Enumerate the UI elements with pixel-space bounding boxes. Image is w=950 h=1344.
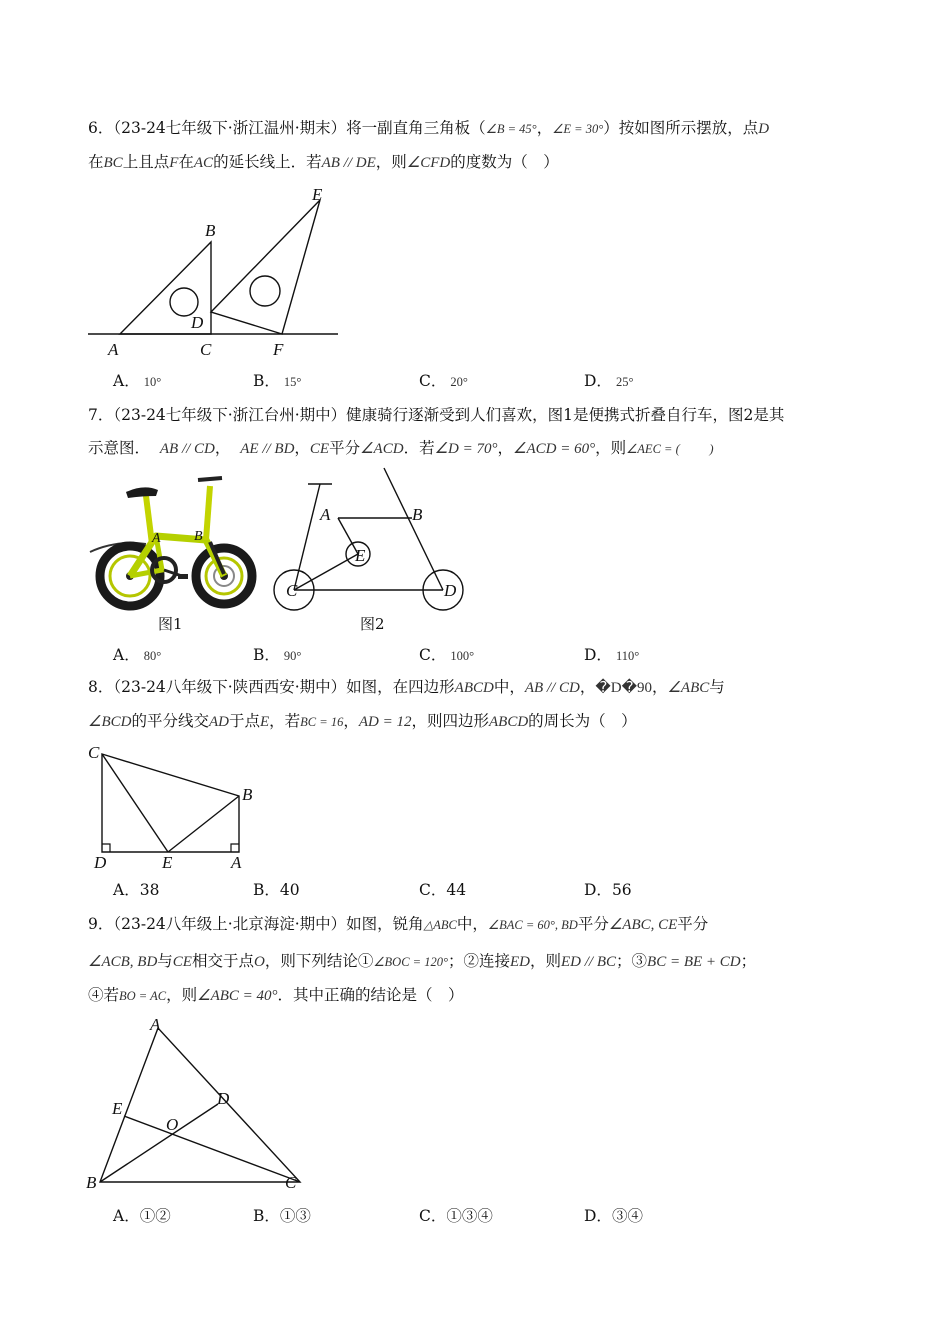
q7-schematic [272,466,472,616]
q9-label-b: B [86,1173,97,1192]
q9-label-c: C [285,1173,297,1192]
q9-label-a: A [150,1015,161,1034]
q7-label-b: B [412,505,423,524]
q9-label-d: D [217,1089,230,1108]
q6-figure [80,180,350,365]
q6-label-d: D [191,313,204,332]
bike-label-b: B [194,529,203,544]
q8-label-e: E [162,853,173,872]
q7-option-d: D． 110° [584,646,640,664]
q9-label-o: O [166,1115,179,1134]
q6-option-c: C． 20° [419,372,468,390]
q7-option-b: B． 90° [253,646,302,664]
q9-line-1: 9．（23-24八年级上·北京海淀·期中）如图，锐角△ABC中，∠BAC = 60°, BD平分∠ABC, CE平分 [88,915,709,933]
bike-handlebar [198,478,222,480]
q9-figure [84,1016,314,1196]
q8-right-angle-a [231,844,239,852]
q9-option-d: D．③④ [584,1207,643,1225]
q8-line-ce [102,754,168,852]
q6-triangle-def [211,200,320,334]
q8-label-b: B [242,785,253,804]
q9-line-2: ∠ACB, BD与CE相交于点O，则下列结论①∠BOC = 120°；②连接ED，则ED // BC；③BC = BE + CD； [88,952,757,970]
q6-hole-2 [250,276,280,306]
bike-seat [126,487,158,498]
q8-option-a: A．38 [113,881,160,899]
q8-line-be [168,796,239,852]
q9-triangle-abc [100,1028,300,1182]
q8-option-b: B．40 [253,881,300,899]
q7-line-2: 示意图． AB // CD， AE // BD，CE平分∠ACD．若∠D = 70°，∠ACD = 60°，则∠AEC = ( ) [88,439,714,457]
q6-option-a: A． 10° [113,372,162,390]
q7-label-a: A [320,505,331,524]
q8-quadrilateral [102,754,239,852]
q8-line-1: 8．（23-24八年级下·陕西西安·期中）如图，在四边形ABCD中，AB // CD，�D�90，∠ABC与 [88,678,725,696]
q8-line-2: ∠BCD的平分线交AD于点E，若BC = 16，AD = 12，则四边形ABCD的周长为（ ） [88,712,637,730]
q6-line-1: 6．（23-24七年级下·浙江温州·期末）将一副直角三角板（∠B = 45°，∠E = 30°）按如图所示摆放，点D [88,119,770,137]
q6-line-2: 在BC上且点F在AC的延长线上．若AB // DE，则∠CFD的度数为（ ） [88,153,559,171]
q7-label-e: E [355,546,366,565]
q9-option-a: A．①② [113,1207,171,1225]
q6-option-b: B． 15° [253,372,302,390]
q7-bicycle-photo [86,466,258,612]
q6-label-e: E [312,185,323,204]
q8-figure [84,740,264,875]
q9-option-c: C．①③④ [419,1207,493,1225]
bike-label-a: A [152,531,161,546]
bike-stem [206,486,210,540]
q7-label-c: C [286,581,298,600]
q7-line-1: 7．（23-24七年级下·浙江台州·期中）健康骑行逐渐受到人们喜欢，图1是便携式折叠自行车，图2是其 [88,406,785,424]
q7-option-a: A． 80° [113,646,162,664]
q9-option-b: B．①③ [253,1207,311,1225]
q7-caption-fig1: 图1 [158,615,183,633]
q8-option-d: D．56 [584,881,632,899]
q8-right-angle-d [102,844,110,852]
q6-label-c: C [200,340,212,359]
q6-option-d: D． 25° [584,372,634,390]
q9-line-3: ④若BO = AC，则∠ABC = 40°．其中正确的结论是（ ） [88,986,464,1004]
q7-caption-fig2: 图2 [360,615,385,633]
q6-label-f: F [273,340,284,359]
q7-label-d: D [444,581,457,600]
q6-label-b: B [205,221,216,240]
q6-hole-1 [170,288,198,316]
q9-label-e: E [112,1099,123,1118]
q8-label-a: A [231,853,242,872]
q6-label-a: A [108,340,119,359]
q8-label-c: C [88,743,100,762]
q8-option-c: C．44 [419,881,467,899]
q8-label-d: D [94,853,107,872]
q7-option-c: C． 100° [419,646,475,664]
